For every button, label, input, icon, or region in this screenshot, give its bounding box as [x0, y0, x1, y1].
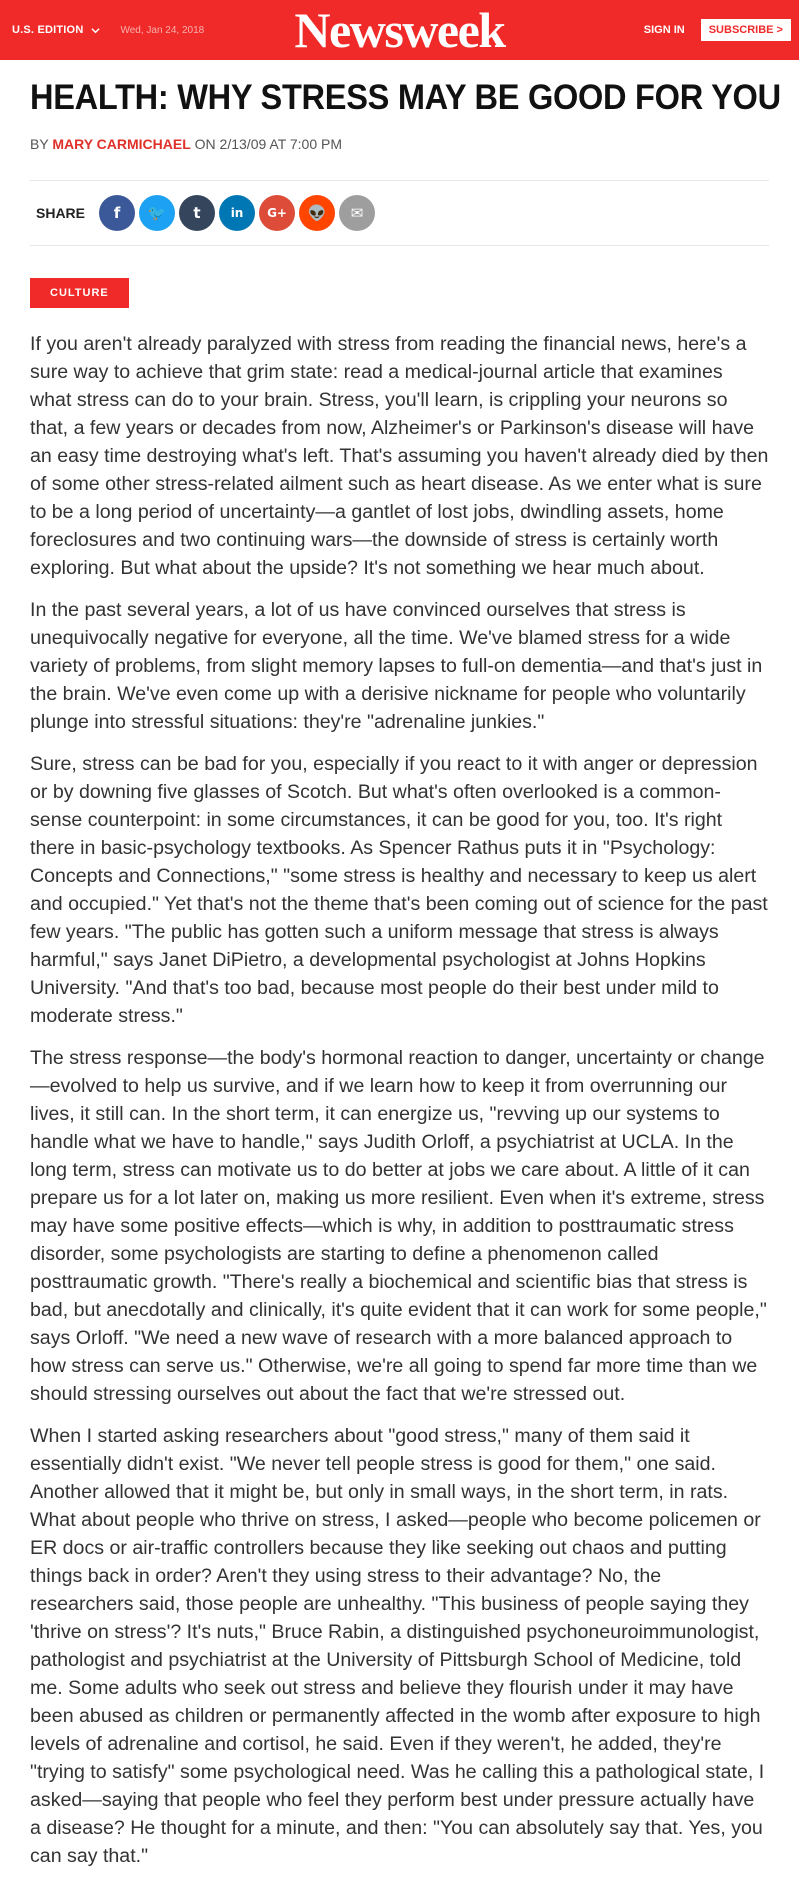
email-icon[interactable]: ✉ [339, 195, 375, 231]
sign-in-link[interactable]: SIGN IN [643, 24, 685, 36]
byline-prefix: BY [30, 136, 49, 152]
article-paragraph: The stress response—the body's hormonal reaction to danger, uncertainty or change—evolved to help us survive, and if we learn how to keep it from overrunning our lives, it still can. In the short term, it can energize us, "revving up our systems to handle what we have to handle," says Judith Orloff, a psychiatrist at UCLA. In the long term, stress can motivate us to do better at jobs we care about. A little of it can prepare us for a lot later on, making us more resilient. Even when it's extreme, stress may have some positive effects—which is why, in addition to posttraumatic stress disorder, some psychologists are starting to define a phenomenon called posttraumatic growth. "There's really a biochemical and scientific bias that stress is bad, but anecdotally and clinically, it's quite evident that it can work for some people," says Orloff. "We need a new wave of research with a more balanced approach to how stress can serve us." Otherwise, we're all going to spend far more time than we should stressing ourselves out about the fact that we're stressed out. [30, 1047, 767, 1405]
edition-selector[interactable] [12, 24, 204, 36]
article-paragraph: In the past several years, a lot of us have convinced ourselves that stress is unequivocally negative for everyone, all the time. We've blamed stress for a wide variety of problems, from slight memory lapses to full-on dementia—and that's just in the brain. We've even come up with a derisive nickname for people who voluntarily plunge into stressful situations: they're "adrenaline junkies." [30, 599, 763, 733]
google-plus-icon[interactable]: G+ [259, 195, 295, 231]
subscribe-button[interactable]: SUBSCRIBE > [701, 19, 791, 41]
byline [30, 136, 769, 152]
reddit-icon[interactable]: 👽 [299, 195, 335, 231]
linkedin-icon[interactable]: in [219, 195, 255, 231]
twitter-icon[interactable]: 🐦 [139, 195, 175, 231]
article-body [30, 330, 769, 1870]
article [0, 77, 799, 1870]
account-actions [644, 19, 791, 41]
article-paragraph: Sure, stress can be bad for you, especially if you react to it with anger or depression or by downing five glasses of Scotch. But what's often overlooked is a common-sense counterpoint: in some circumstances, it can be good for you, too. It's right there in basic-psychology textbooks. As Spencer Rathus puts it in "Psychology: Concepts and Connections," "some stress is healthy and necessary to keep us alert and occupied." Yet that's not the theme that's been coming out of science for the past few years. "The public has gotten such a uniform message that stress is always harmful," says Janet DiPietro, a developmental psychologist at Johns Hopkins University. "And that's too bad, because most people do their best under mild to moderate stress." [30, 753, 768, 1027]
top-bar [0, 0, 799, 60]
article-paragraph: When I started asking researchers about "good stress," many of them said it essentially didn't exist. "We never tell people stress is good for them," one said. Another allowed that it might be, but only in small ways, in the short term, in rats. What about people who thrive on stress, I asked—people who become policemen or ER docs or air-traffic controllers because they like seeking out chaos and putting things back in order? Aren't they using stress to their advantage? No, the researchers said, those people are unhealthy. "This business of people saying they 'thrive on stress'? It's nuts," Bruce Rabin, a distinguished psychoneuroimmunologist, pathologist and psychiatrist at the University of Pittsburgh School of Medicine, told me. Some adults who seek out stress and believe they flourish under it may have been abused as children or permanently affected in the womb after exposure to high levels of adrenaline and cortisol, he said. Even if they weren't, he added, they're "trying to satisfy" some psychological need. Was he calling this a pathological state, I asked—saying that people who feel they perform best under pressure actually have a disease? He thought for a minute, and then: "You can absolutely say that. Yes, you can say that." [30, 1425, 765, 1867]
chevron-down-icon [91, 26, 100, 35]
publish-date: ON 2/13/09 AT 7:00 PM [194, 136, 343, 152]
edition-label: U.S. EDITION [12, 24, 84, 36]
newsweek-logo[interactable]: Newsweek [294, 2, 505, 58]
current-date: Wed, Jan 24, 2018 [120, 24, 205, 36]
share-buttons [99, 195, 379, 231]
author-link[interactable]: MARY CARMICHAEL [52, 136, 191, 152]
article-title: HEALTH: WHY STRESS MAY BE GOOD FOR YOU [30, 78, 781, 117]
article-paragraph: If you aren't already paralyzed with stress from reading the financial news, here's a sure way to achieve that grim state: read a medical-journal article that examines what stress can do to your brain. Stress, you'll learn, is crippling your neurons so that, a few years or decades from now, Alzheimer's or Parkinson's disease will have an easy time destroying what's left. That's assuming you haven't already died by then of some other stress-related ailment such as heart disease. As we enter what is sure to be a long period of uncertainty—a gantlet of lost jobs, dwindling assets, home foreclosures and two continuing wars—the downside of stress is certainly worth exploring. But what about the upside? It's not something we hear much about. [30, 333, 769, 579]
category-tag[interactable]: CULTURE [30, 278, 129, 308]
share-label: SHARE [36, 205, 86, 221]
share-bar [30, 180, 769, 246]
tumblr-icon[interactable]: t [179, 195, 215, 231]
facebook-icon[interactable]: f [99, 195, 135, 231]
